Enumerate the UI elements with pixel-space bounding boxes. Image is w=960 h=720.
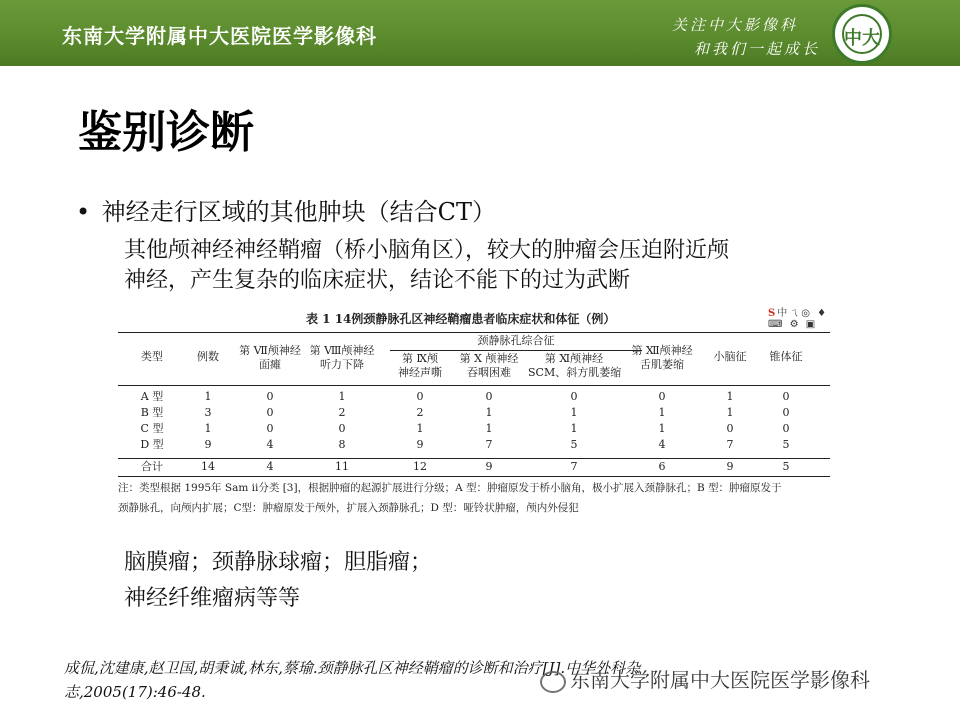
table-figure — [118, 300, 838, 520]
table-cell: A 型 — [140, 390, 164, 403]
table-total-cell: 6 — [658, 460, 666, 473]
logo-glyph: 中大 — [844, 28, 880, 49]
slogan-line-1: 关注中大影像科 — [672, 16, 799, 34]
table-cell: 1 — [570, 422, 578, 435]
table-header-text: 类型 — [141, 350, 163, 363]
table-header-cell — [528, 352, 620, 380]
table-header-text: 第 Ⅻ颅神经 — [631, 344, 693, 357]
ime-toolbar-icons: 中ㄟ◎ ♦ ⌨ ⚙ ▣ — [768, 308, 829, 330]
table-header-text: 面瘫 — [259, 358, 281, 371]
table-header-text: 第 Ⅶ颅神经 — [239, 344, 301, 357]
table-cell: 0 — [266, 406, 274, 419]
table-cell: C 型 — [140, 422, 164, 435]
header-title: 东南大学附属中大医院医学影像科 — [62, 24, 377, 48]
table-cell: B 型 — [140, 406, 164, 419]
table-cell: 2 — [416, 406, 424, 419]
table-cell: 0 — [266, 422, 274, 435]
bullet-text: 神经走行区域的其他肿块（结合CT） — [101, 198, 497, 226]
table-total-cell: 合计 — [141, 460, 163, 473]
table-cell: 4 — [266, 438, 274, 451]
bullet-dot-icon: • — [76, 198, 91, 226]
table-cell: 0 — [266, 390, 274, 403]
table-cell: 1 — [658, 422, 666, 435]
table-header-cell — [238, 344, 302, 372]
table-header-text: 神经声嘶 — [398, 366, 442, 379]
table-cell: 2 — [338, 406, 346, 419]
watermark-text: 东南大学附属中大医院医学影像科 — [570, 668, 870, 692]
table-caption: 表 1 14例颈静脉孔区神经鞘瘤患者临床症状和体征（例） — [306, 312, 616, 326]
body-line-1: 其他颅神经神经鞘瘤（桥小脑角区），较大的肿瘤会压迫附近颅 — [124, 238, 730, 263]
table-header-text: 吞咽困难 — [467, 366, 511, 379]
table-cell: 1 — [485, 406, 493, 419]
hospital-logo — [832, 4, 892, 64]
table-cell: 9 — [416, 438, 424, 451]
sogou-icon: S — [768, 308, 778, 319]
slide-title: 鉴别诊断 — [78, 107, 254, 158]
table-cell: 1 — [726, 406, 734, 419]
table-total-cell: 12 — [413, 460, 427, 473]
table-header-text: SCM、斜方肌萎缩 — [528, 366, 622, 379]
table-header-cell — [390, 352, 450, 380]
table-cell: 1 — [726, 390, 734, 403]
table-note-line-2: 颈静脉孔，向颅内扩展；C型：肿瘤原发于颅外，扩展入颈静脉孔；D 型：哑铃状肿瘤，颅内外侵犯 — [118, 502, 579, 514]
table-header-cell — [706, 350, 754, 364]
table-top-rule — [118, 332, 830, 333]
table-total-cell: 7 — [570, 460, 578, 473]
body-line-3: 脑膜瘤；颈静脉球瘤；胆脂瘤； — [124, 550, 433, 575]
table-cell: 1 — [570, 406, 578, 419]
table-cell: 0 — [658, 390, 666, 403]
table-header-cell — [624, 344, 700, 372]
table-total-cell: 5 — [782, 460, 790, 473]
table-cell: 7 — [726, 438, 734, 451]
table-header-text: 第 Ⅸ颅 — [401, 352, 439, 365]
table-cell: 0 — [570, 390, 578, 403]
table-header-cell — [306, 344, 378, 372]
table-total-cell: 14 — [201, 460, 215, 473]
table-total-cell: 9 — [726, 460, 734, 473]
group-rule — [390, 350, 642, 351]
body-line-2: 神经，产生复杂的临床症状，结论不能下的过为武断 — [124, 268, 631, 293]
table-header-text: 例数 — [197, 350, 219, 363]
table-cell: 0 — [485, 390, 493, 403]
table-cell: 4 — [658, 438, 666, 451]
table-cell: 1 — [416, 422, 424, 435]
table-header-text: 小脑征 — [713, 350, 747, 363]
table-cell: 0 — [782, 406, 790, 419]
table-cell: 1 — [338, 390, 346, 403]
table-header-text: 第 Ⅷ颅神经 — [309, 344, 375, 357]
total-top-rule — [118, 458, 830, 459]
table-cell: 0 — [782, 422, 790, 435]
table-cell: 3 — [204, 406, 212, 419]
citation-line-1: 成侃,沈建康,赵卫国,胡秉诚,林东,蔡瑜.颈静脉孔区神经鞘瘤的诊断和治疗[J].中华外科杂 — [64, 659, 641, 677]
ime-toolbar — [768, 304, 838, 330]
wechat-icon — [540, 671, 566, 693]
table-cell: 5 — [570, 438, 578, 451]
table-cell: 1 — [485, 422, 493, 435]
table-header-text: 第 Ⅹ 颅神经 — [459, 352, 519, 365]
logo-ring — [842, 14, 882, 54]
table-total-cell: 9 — [485, 460, 493, 473]
citation-line-2: 志,2005(17):46-48. — [64, 683, 206, 701]
table-total-cell: 11 — [335, 460, 349, 473]
table-header-text: 锥体征 — [769, 350, 803, 363]
table-cell: 0 — [726, 422, 734, 435]
table-bottom-rule — [118, 476, 830, 477]
header-bar — [0, 0, 960, 66]
wechat-watermark — [540, 664, 870, 693]
table-cell: 1 — [204, 422, 212, 435]
bullet-item — [76, 192, 496, 227]
table-header-text: 舌肌萎缩 — [640, 358, 684, 371]
table-header-cell — [186, 350, 230, 364]
table-cell: 1 — [204, 390, 212, 403]
table-cell: 8 — [338, 438, 346, 451]
table-total-cell: 4 — [266, 460, 274, 473]
table-cell: 7 — [485, 438, 493, 451]
table-cell: 5 — [782, 438, 790, 451]
table-cell: 0 — [782, 390, 790, 403]
table-cell: 9 — [204, 438, 212, 451]
header-bottom-rule — [118, 385, 830, 386]
body-line-4: 神经纤维瘤病等等 — [124, 586, 301, 611]
table-cell: D 型 — [140, 438, 164, 451]
table-cell: 1 — [658, 406, 666, 419]
table-header-cell — [454, 352, 524, 380]
table-header-text: 听力下降 — [320, 358, 364, 371]
table-cell: 0 — [338, 422, 346, 435]
table-header-cell — [122, 350, 182, 364]
table-header-text: 第 Ⅺ颅神经 — [544, 352, 604, 365]
slogan-line-2: 和我们一起成长 — [694, 40, 821, 58]
table-header-cell — [758, 350, 814, 364]
table-cell: 0 — [416, 390, 424, 403]
table-note-line-1: 注：类型根据 1995年 Sam ii分类 [3]，根据肿瘤的起源扩展进行分级；A 型：肿瘤原发于桥小脑角，极小扩展入颈静脉孔；B 型：肿瘤原发于 — [118, 482, 782, 494]
group-header: 颈静脉孔综合征 — [477, 334, 555, 347]
